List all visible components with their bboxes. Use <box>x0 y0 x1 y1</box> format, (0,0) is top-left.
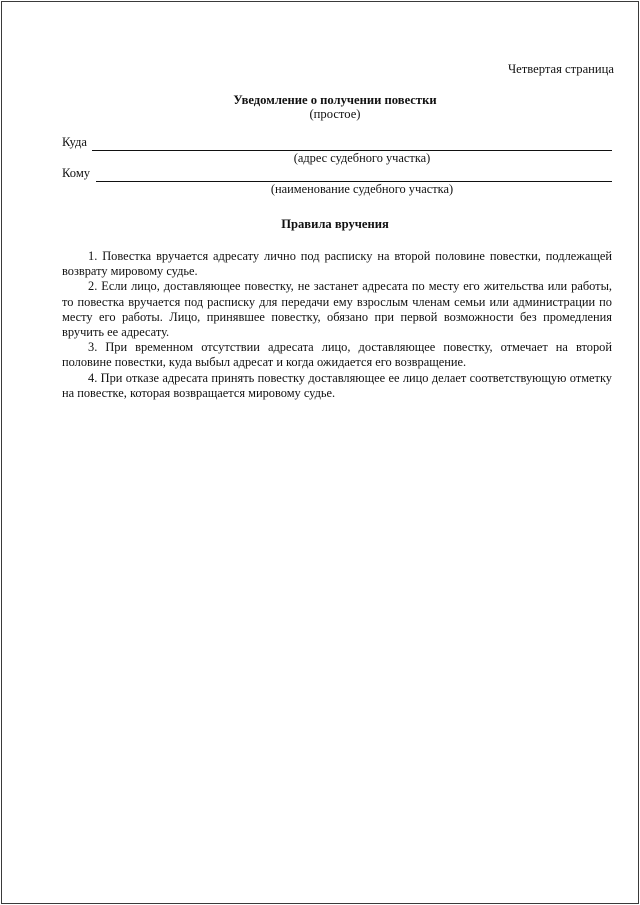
rule-item: 2. Если лицо, доставляющее повестку, не застанет адресата по месту его жительства или работы, то повестка вручается под расписку для передачи ему взрослым членам семьи или администрации по месту его работы. Лицо, принявшее повестку, обязано при первой возможности без промедления вручить ее адресату. <box>62 279 612 340</box>
to-field <box>62 166 612 182</box>
document-subtitle: (простое) <box>309 107 361 121</box>
rule-item: 1. Повестка вручается адресату лично под расписку на второй половине повестки, подлежащей возврату мировому судье. <box>62 249 612 279</box>
rule-item: 3. При временном отсутствии адресата лицо, доставляющее повестку, отмечает на второй половине повестки, куда выбыл адресат и когда ожидается его возвращение. <box>62 340 612 370</box>
to-label: Кому <box>62 166 91 180</box>
page-label: Четвертая страница <box>507 62 614 76</box>
where-caption: (адрес судебного участка) <box>293 151 431 165</box>
rule-item: 4. При отказе адресата принять повестку доставляющее ее лицо делает соответствующую отметку на повестке, которая возвращается мировому судье. <box>62 370 612 400</box>
rules-list <box>62 249 612 401</box>
where-field <box>62 135 612 151</box>
where-label: Куда <box>62 135 87 149</box>
document-title: Уведомление о получении повестки <box>233 93 437 107</box>
section-title: Правила вручения <box>281 217 389 231</box>
to-caption: (наименование судебного участка) <box>270 182 454 196</box>
